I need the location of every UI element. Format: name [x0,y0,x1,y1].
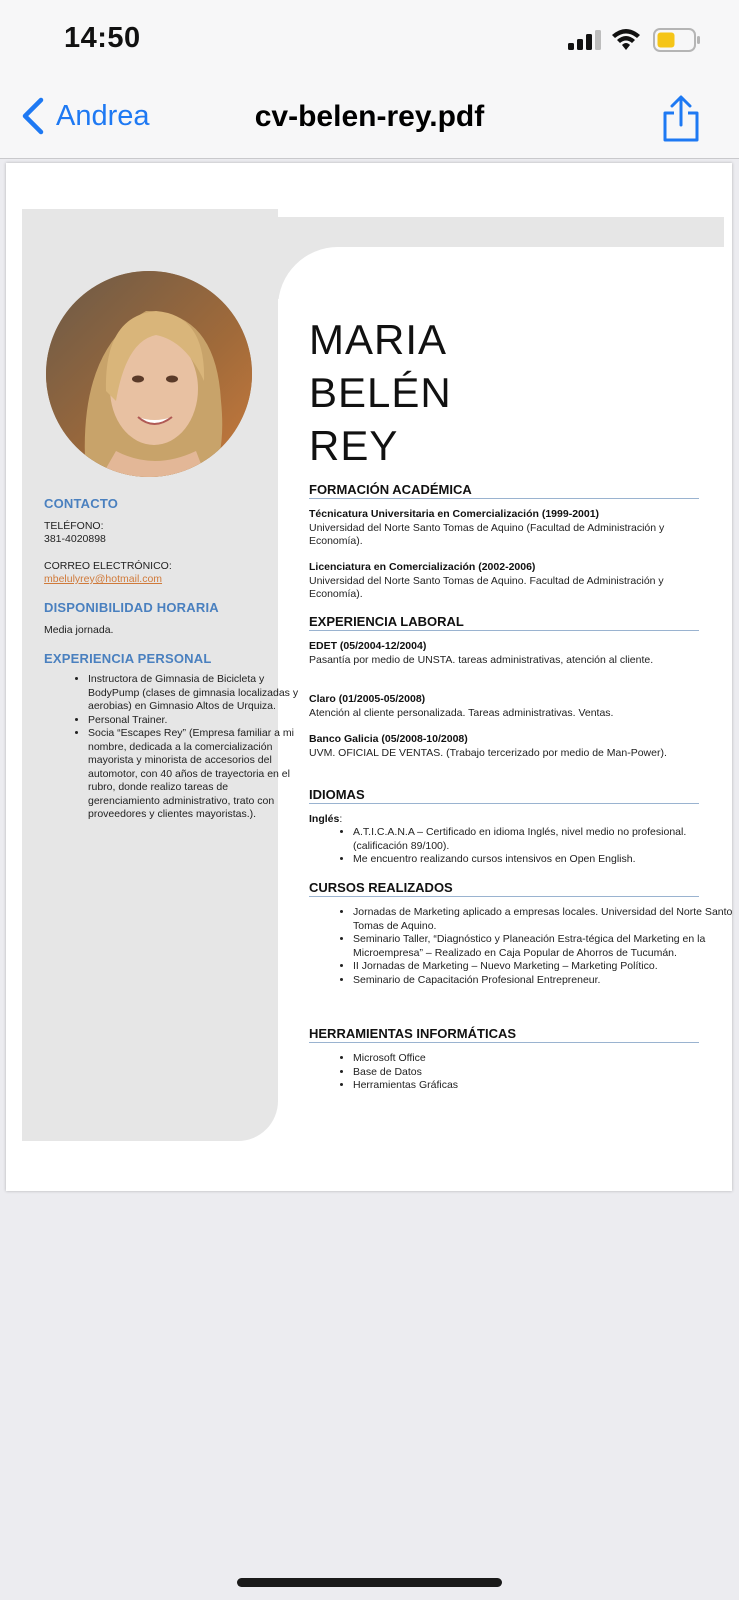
work-entry [309,733,681,760]
entry-text: Atención al cliente personalizada. Tareas administrativas. Ventas. [309,706,614,719]
availability-text: Media jornada. [44,624,114,636]
name-line: BELÉN [309,369,452,416]
education-entry [309,561,681,602]
status-bar [0,0,739,82]
work-entry [309,693,681,720]
work-heading: EXPERIENCIA LABORAL [309,614,699,631]
name-line: MARIA [309,316,448,363]
courses-heading: CURSOS REALIZADOS [309,880,699,897]
work-entry [309,640,681,667]
education-heading: FORMACIÓN ACADÉMICA [309,482,699,499]
wifi-icon [611,26,641,52]
list-item: • Herramientas Gráficas [353,1079,737,1093]
cellular-signal-icon [568,30,602,50]
entry-title: Banco Galicia (05/2008-10/2008) [309,733,468,745]
entry-title: Técnicatura Universitaria en Comercialización (1999-2001) [309,508,600,520]
list-item: • Seminario de Capacitación Profesional Entrepreneur. [353,974,737,988]
language-label: Inglés: [309,813,343,825]
list-item: • Jornadas de Marketing aplicado a empresas locales. Universidad del Norte Santo Tomas de Aquino. [353,906,737,933]
battery-low-icon [653,28,701,52]
list-item: • Seminario Taller, “Diagnóstico y Planeación Estra-tégica del Marketing en la Microempresa” – Realizado en Caja Popular de Ahorros de Tucumán. [353,933,737,960]
languages-list [309,826,737,867]
entry-title: Claro (01/2005-05/2008) [309,693,426,705]
personal-experience-list [44,673,302,822]
list-item: • Me encuentro realizando cursos intensivos en Open English. [353,853,737,867]
courses-list [309,906,737,987]
share-icon[interactable] [661,95,701,143]
cv-name [309,313,452,472]
navigation-bar [0,82,739,159]
list-item: • Base de Datos [353,1066,737,1080]
email-label: CORREO ELECTRÓNICO: [44,560,172,572]
tools-list [309,1052,737,1093]
contact-heading: CONTACTO [44,496,119,511]
phone-value: 381-4020898 [44,533,106,545]
email-link[interactable]: mbelulyrey@hotmail.com [44,573,163,585]
list-item: • A.T.I.C.A.N.A – Certificado en idioma Inglés, nivel medio no profesional. (calificación 89/100). [353,826,737,853]
entry-title: EDET (05/2004-12/2004) [309,640,427,652]
entry-text: UVM. OFICIAL DE VENTAS. (Trabajo tercerizado por medio de Man-Power). [309,746,667,759]
back-button-label: Andrea [56,99,150,132]
document-title: cv-belen-rey.pdf [254,100,485,133]
pdf-page[interactable] [6,163,732,1191]
list-item: • Microsoft Office [353,1052,737,1066]
entry-text: Pasantía por medio de UNSTA. tareas administrativas, atención al cliente. [309,653,654,666]
personal-experience-heading: EXPERIENCIA PERSONAL [44,651,212,666]
list-item: • Personal Trainer. [88,714,302,728]
list-item: • II Jornadas de Marketing – Nuevo Marketing – Marketing Político. [353,960,737,974]
entry-title: Licenciatura en Comercialización (2002-2006) [309,561,536,573]
list-item: • Instructora de Gimnasia de Bicicleta y BodyPump (clases de gimnasia localizadas y aerobias) en Gimnasio Altos de Urquiza. [88,673,302,714]
status-time: 14:50 [64,22,141,54]
chevron-left-icon [20,97,46,135]
name-line: REY [309,422,399,469]
profile-photo [46,271,252,477]
entry-text: Universidad del Norte Santo Tomas de Aquino. Facultad de Administración y Economía). [309,574,664,600]
back-button[interactable] [20,96,150,136]
list-item: • Socia “Escapes Rey” (Empresa familiar a mi nombre, dedicada a la comercialización mayorista y minorista de accesorios del automotor, con 40 años de trayectoria en el rubro, donde realizo tareas de gerenciamiento administrativo, trato con proveedores y clientes mayoristas.). [88,727,302,822]
availability-heading: DISPONIBILIDAD HORARIA [44,600,219,615]
entry-text: Universidad del Norte Santo Tomas de Aquino (Facultad de Administración y Economía). [309,521,665,547]
home-indicator[interactable] [237,1578,502,1587]
languages-heading: IDIOMAS [309,787,699,804]
phone-label: TELÉFONO: [44,520,104,532]
tools-heading: HERRAMIENTAS INFORMÁTICAS [309,1026,699,1043]
education-entry [309,508,681,549]
